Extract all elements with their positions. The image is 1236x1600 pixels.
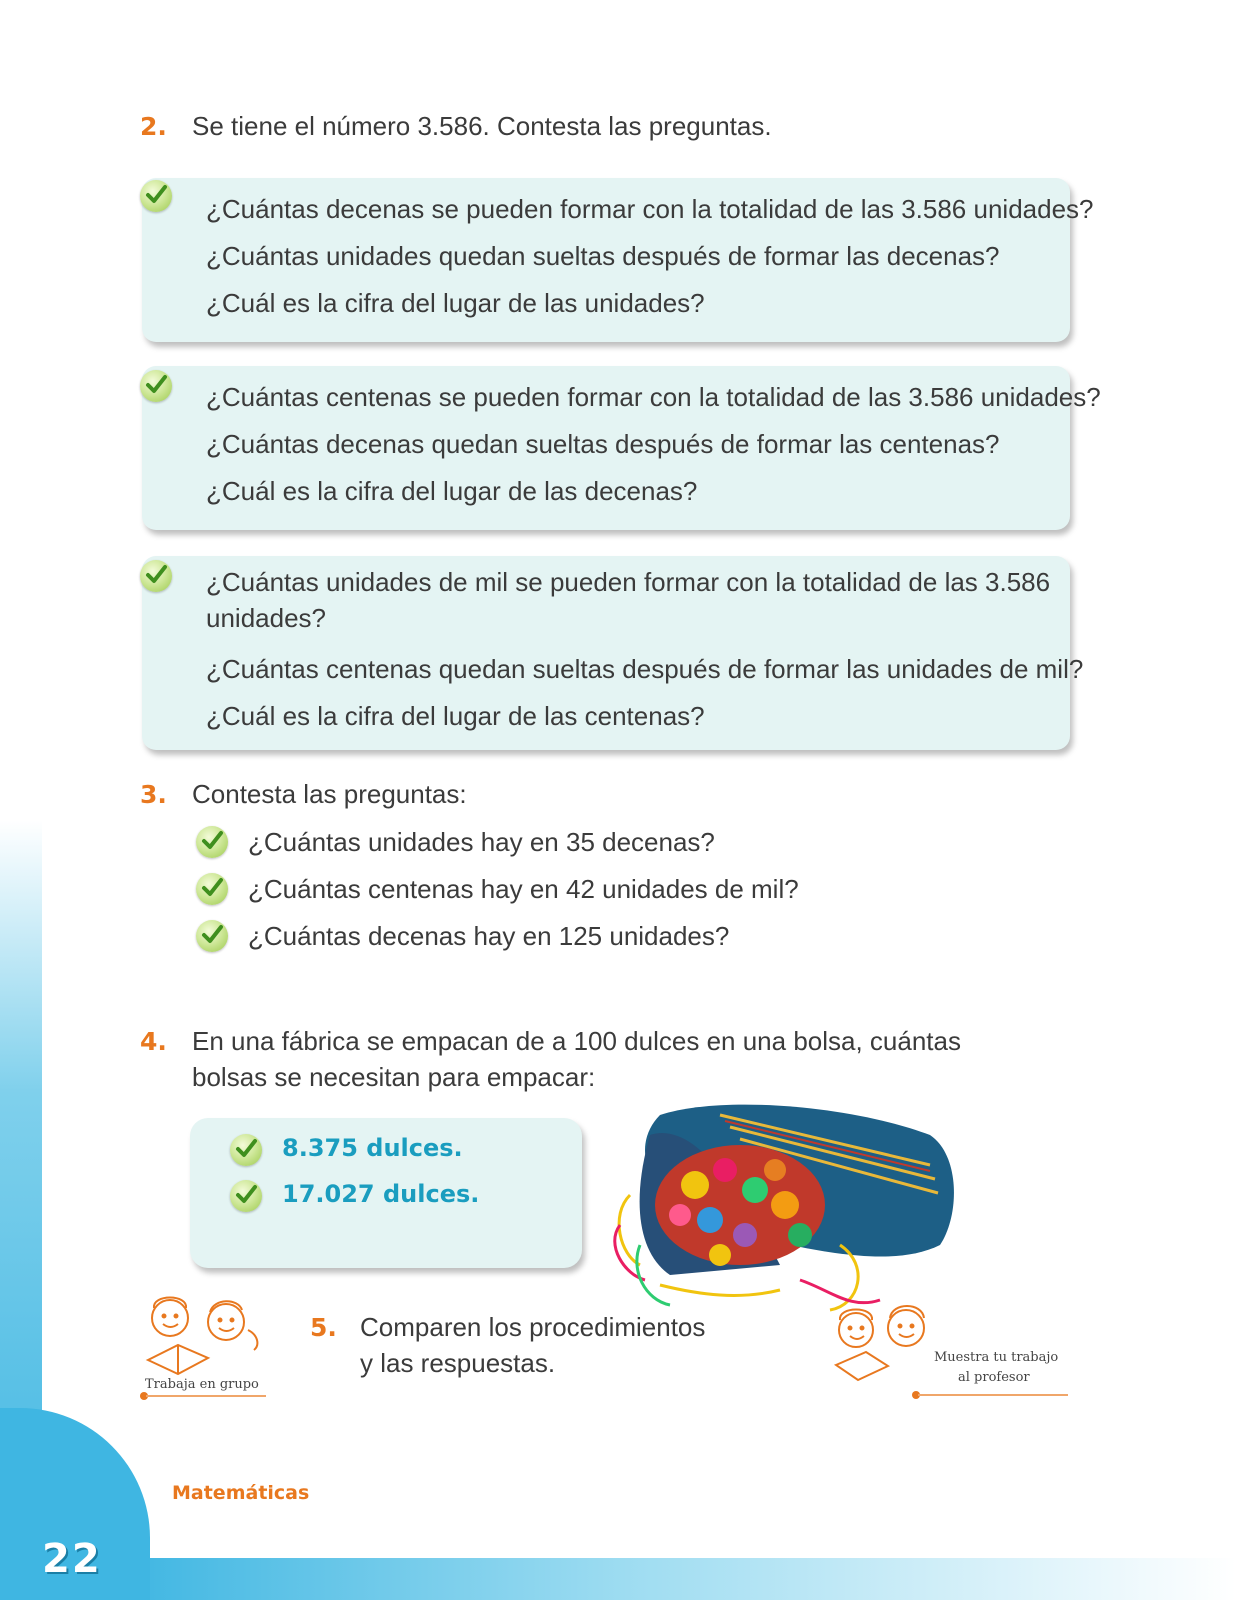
- box-2-line-1: ¿Cuántas centenas se pueden formar con la totalidad de las 3.586 unidades?: [206, 382, 1101, 412]
- list-item: [196, 822, 799, 869]
- list-item: [196, 916, 799, 963]
- show-teacher-icon: [828, 1300, 938, 1385]
- question-2-box-3: [142, 556, 1084, 750]
- check-icon: [140, 180, 172, 212]
- check-icon: [196, 873, 228, 905]
- box-1-line-2: ¿Cuántas unidades quedan sueltas después de formar las decenas?: [206, 241, 1000, 271]
- list-item-text: ¿Cuántas centenas hay en 42 unidades de mil?: [248, 874, 799, 904]
- question-number-4: 4.: [140, 1027, 167, 1056]
- box-2-lines: [206, 374, 1101, 515]
- group-work-icon: [138, 1290, 268, 1380]
- box-1-lines: [206, 186, 1094, 327]
- box-3-line-1: ¿Cuántas unidades de mil se pueden formar con la totalidad de las 3.586 unidades?: [206, 567, 1051, 633]
- box-3-lines: [206, 564, 1084, 740]
- question-5-prompt-line-2: y las respuestas.: [360, 1348, 556, 1378]
- list-item-text: ¿Cuántas decenas hay en 125 unidades?: [248, 921, 730, 951]
- question-5-prompt-line-1: Comparen los procedimientos: [360, 1312, 706, 1342]
- subject-label: Matemáticas: [172, 1482, 310, 1504]
- question-number-3: 3.: [140, 780, 167, 809]
- candy-bag-illustration: [600, 1095, 970, 1320]
- candy-item-1: 8.375 dulces.: [282, 1134, 463, 1162]
- check-icon: [140, 560, 172, 592]
- box-3-line-3: ¿Cuál es la cifra del lugar de las centenas?: [206, 701, 705, 731]
- check-icon: [196, 920, 228, 952]
- list-item: [196, 869, 799, 916]
- check-icon: [196, 826, 228, 858]
- question-4-prompt-line-1: En una fábrica se empacan de a 100 dulces en una bolsa, cuántas: [192, 1026, 961, 1056]
- check-icon: [140, 370, 172, 402]
- bottom-gradient-band: [120, 1558, 1236, 1600]
- group-work-caption: Trabaja en grupo: [145, 1377, 259, 1392]
- box-3-line-2: ¿Cuántas centenas quedan sueltas después de formar las unidades de mil?: [206, 654, 1084, 684]
- question-2-prompt: Se tiene el número 3.586. Contesta las preguntas.: [192, 111, 772, 141]
- box-2-line-2: ¿Cuántas decenas quedan sueltas después de formar las centenas?: [206, 429, 1000, 459]
- show-teacher-caption-line-1: Muestra tu trabajo: [934, 1350, 1059, 1365]
- question-4-prompt-line-2: bolsas se necesitan para empacar:: [192, 1062, 596, 1092]
- caption-rule: [918, 1394, 1068, 1396]
- box-1-line-1: ¿Cuántas decenas se pueden formar con la totalidad de las 3.586 unidades?: [206, 194, 1094, 224]
- caption-rule: [146, 1395, 266, 1397]
- question-2-box-1: [142, 178, 1094, 342]
- page-number: 22: [42, 1536, 102, 1582]
- question-number-5: 5.: [310, 1313, 337, 1342]
- show-teacher-caption-line-2: al profesor: [958, 1370, 1030, 1385]
- question-3-list: [196, 822, 799, 963]
- box-1-line-3: ¿Cuál es la cifra del lugar de las unidades?: [206, 288, 705, 318]
- candy-item-2: 17.027 dulces.: [282, 1180, 480, 1208]
- question-3-prompt: Contesta las preguntas:: [192, 779, 467, 809]
- question-4-box: [190, 1118, 582, 1268]
- question-2-box-2: [142, 366, 1101, 530]
- check-icon: [230, 1134, 262, 1166]
- check-icon: [230, 1180, 262, 1212]
- list-item-text: ¿Cuántas unidades hay en 35 decenas?: [248, 827, 715, 857]
- question-number-2: 2.: [140, 112, 167, 141]
- box-2-line-3: ¿Cuál es la cifra del lugar de las decenas?: [206, 476, 698, 506]
